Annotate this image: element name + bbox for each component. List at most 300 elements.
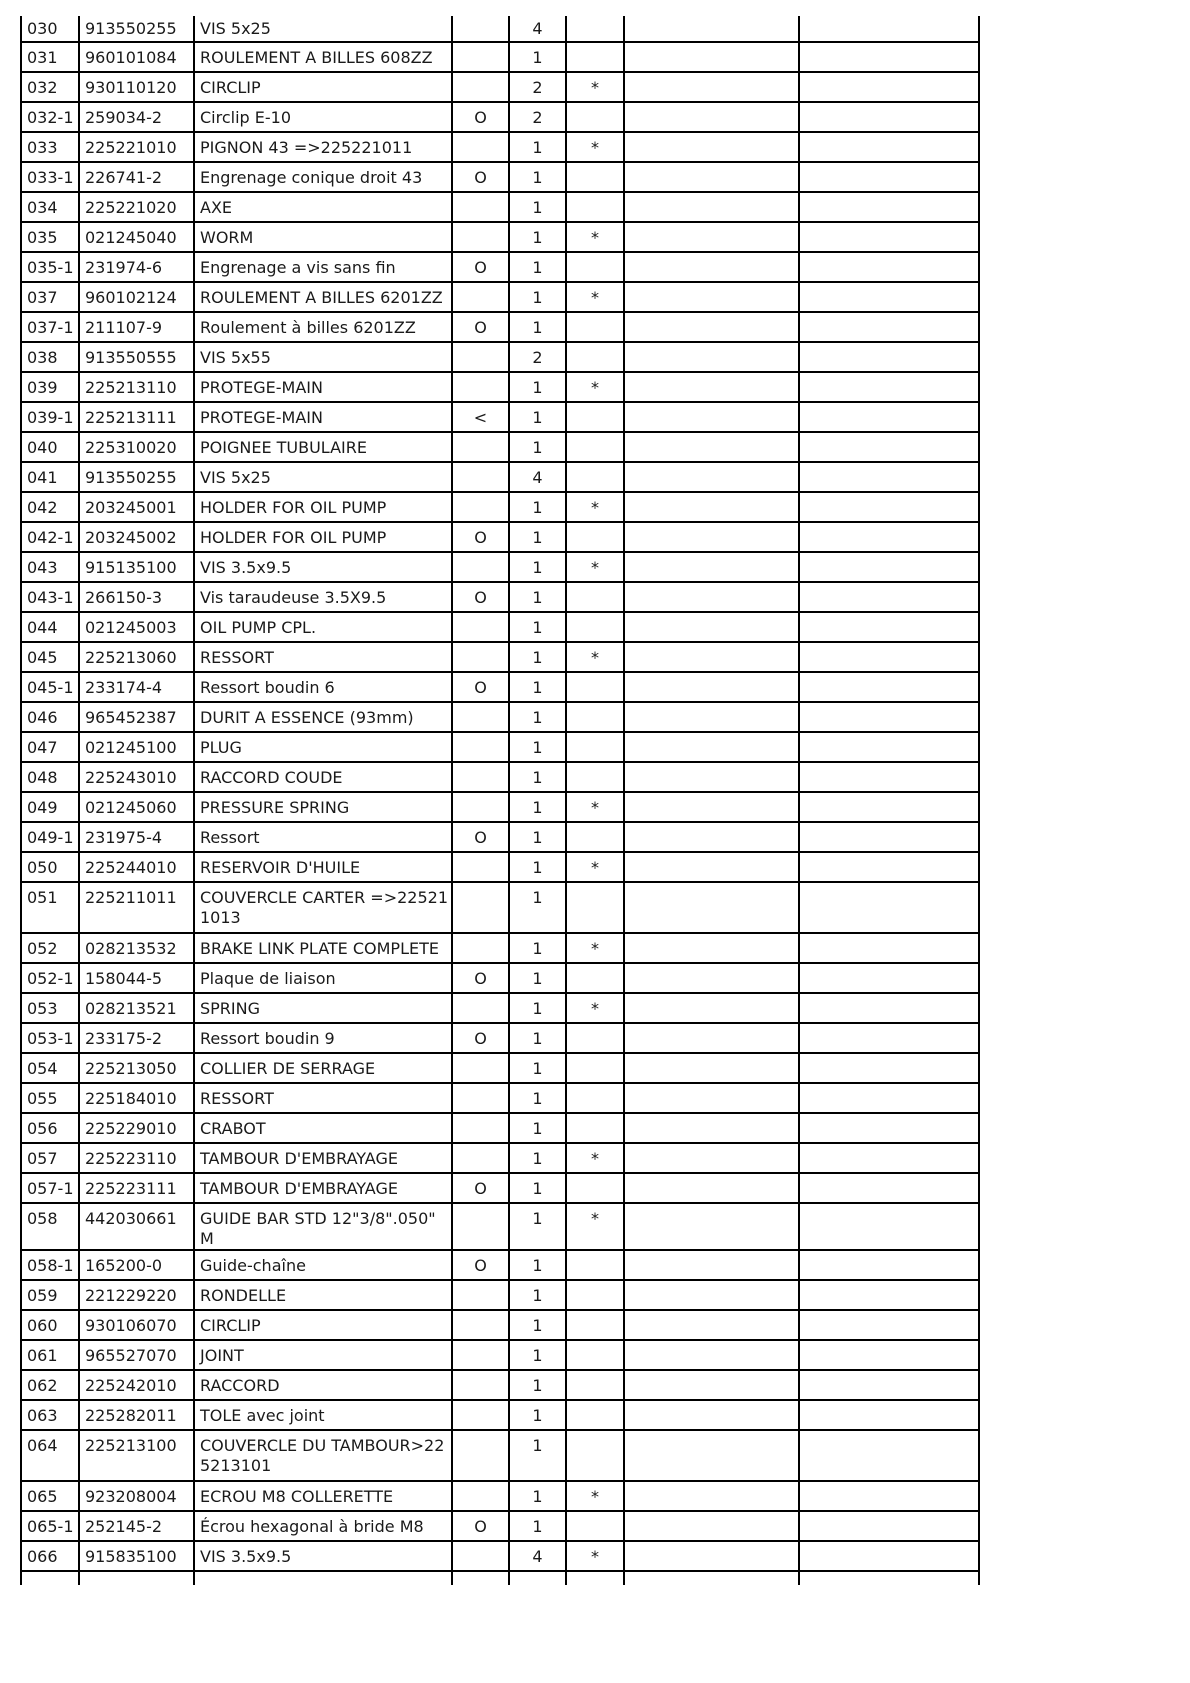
description-cell: PROTEGE-MAIN bbox=[194, 402, 452, 432]
empty-cell bbox=[799, 1280, 978, 1310]
mark-cell bbox=[452, 1203, 509, 1250]
part-number-cell: 203245001 bbox=[79, 492, 194, 522]
ref-cell: 040 bbox=[22, 432, 79, 462]
star-cell bbox=[566, 1250, 624, 1280]
star-cell: * bbox=[566, 642, 624, 672]
star-cell: * bbox=[566, 792, 624, 822]
empty-cell bbox=[624, 1113, 799, 1143]
ref-cell: 049 bbox=[22, 792, 79, 822]
part-number-cell: 913550555 bbox=[79, 342, 194, 372]
part-number-cell: 225221010 bbox=[79, 132, 194, 162]
description-cell: VIS 5x25 bbox=[194, 16, 452, 42]
empty-cell bbox=[799, 42, 978, 72]
star-cell bbox=[566, 1280, 624, 1310]
quantity-cell: 1 bbox=[509, 1310, 566, 1340]
quantity-cell: 1 bbox=[509, 522, 566, 552]
description-cell: VIS 3.5x9.5 bbox=[194, 1541, 452, 1571]
quantity-cell: 4 bbox=[509, 462, 566, 492]
empty-cell bbox=[624, 522, 799, 552]
ref-cell: 053-1 bbox=[22, 1023, 79, 1053]
description-cell: PIGNON 43 =>225221011 bbox=[194, 132, 452, 162]
quantity-cell: 1 bbox=[509, 612, 566, 642]
empty-cell bbox=[799, 1571, 978, 1585]
table-row bbox=[22, 1143, 978, 1173]
ref-cell: 037 bbox=[22, 282, 79, 312]
table-row bbox=[22, 822, 978, 852]
quantity-cell: 1 bbox=[509, 552, 566, 582]
mark-cell bbox=[452, 852, 509, 882]
quantity-cell: 1 bbox=[509, 1173, 566, 1203]
part-number-cell: 930106070 bbox=[79, 1310, 194, 1340]
star-cell: * bbox=[566, 933, 624, 963]
quantity-cell: 1 bbox=[509, 792, 566, 822]
part-number-cell: 225223111 bbox=[79, 1173, 194, 1203]
quantity-cell: 1 bbox=[509, 1113, 566, 1143]
part-number-cell: 252145-2 bbox=[79, 1511, 194, 1541]
empty-cell bbox=[624, 732, 799, 762]
empty-cell bbox=[799, 342, 978, 372]
parts-table bbox=[22, 16, 978, 1585]
mark-cell bbox=[452, 792, 509, 822]
ref-cell: 059 bbox=[22, 1280, 79, 1310]
quantity-cell: 1 bbox=[509, 222, 566, 252]
empty-cell bbox=[624, 312, 799, 342]
mark-cell: O bbox=[452, 102, 509, 132]
part-number-cell: 266150-3 bbox=[79, 582, 194, 612]
star-cell bbox=[566, 1173, 624, 1203]
part-number-cell: 225243010 bbox=[79, 762, 194, 792]
empty-cell bbox=[799, 432, 978, 462]
ref-cell: 042-1 bbox=[22, 522, 79, 552]
table-row bbox=[22, 252, 978, 282]
mark-cell bbox=[452, 42, 509, 72]
empty-cell bbox=[799, 1511, 978, 1541]
empty-cell bbox=[799, 612, 978, 642]
table-row bbox=[22, 1113, 978, 1143]
ref-cell: 032-1 bbox=[22, 102, 79, 132]
part-number-cell: 225184010 bbox=[79, 1083, 194, 1113]
quantity-cell: 1 bbox=[509, 432, 566, 462]
table-row bbox=[22, 402, 978, 432]
star-cell bbox=[566, 882, 624, 933]
table-row bbox=[22, 16, 978, 42]
ref-cell: 039 bbox=[22, 372, 79, 402]
description-cell: TOLE avec joint bbox=[194, 1400, 452, 1430]
empty-cell bbox=[799, 1370, 978, 1400]
description-cell: HOLDER FOR OIL PUMP bbox=[194, 492, 452, 522]
ref-cell: 061 bbox=[22, 1340, 79, 1370]
empty-cell bbox=[799, 1310, 978, 1340]
part-number-cell: 211107-9 bbox=[79, 312, 194, 342]
mark-cell bbox=[452, 492, 509, 522]
quantity-cell: 1 bbox=[509, 1023, 566, 1053]
empty-cell bbox=[624, 1280, 799, 1310]
star-cell bbox=[566, 162, 624, 192]
star-cell bbox=[566, 312, 624, 342]
mark-cell bbox=[452, 342, 509, 372]
star-cell: * bbox=[566, 372, 624, 402]
mark-cell bbox=[452, 933, 509, 963]
ref-cell: 032 bbox=[22, 72, 79, 102]
mark-cell: O bbox=[452, 312, 509, 342]
description-cell: Plaque de liaison bbox=[194, 963, 452, 993]
description-cell: RESERVOIR D'HUILE bbox=[194, 852, 452, 882]
description-cell: RESSORT bbox=[194, 1083, 452, 1113]
description-cell: CRABOT bbox=[194, 1113, 452, 1143]
table-row bbox=[22, 1370, 978, 1400]
star-cell: * bbox=[566, 492, 624, 522]
empty-cell bbox=[624, 1250, 799, 1280]
part-number-cell: 028213521 bbox=[79, 993, 194, 1023]
part-number-cell: 158044-5 bbox=[79, 963, 194, 993]
star-cell: * bbox=[566, 222, 624, 252]
description-cell: POIGNEE TUBULAIRE bbox=[194, 432, 452, 462]
empty-cell bbox=[624, 882, 799, 933]
empty-cell bbox=[799, 252, 978, 282]
empty-cell bbox=[799, 933, 978, 963]
quantity-cell: 1 bbox=[509, 762, 566, 792]
part-number-cell: 226741-2 bbox=[79, 162, 194, 192]
star-cell: * bbox=[566, 1143, 624, 1173]
star-cell bbox=[566, 522, 624, 552]
empty-cell bbox=[624, 1340, 799, 1370]
description-cell: Ressort boudin 9 bbox=[194, 1023, 452, 1053]
part-number-cell: 259034-2 bbox=[79, 102, 194, 132]
mark-cell bbox=[452, 702, 509, 732]
table-row bbox=[22, 762, 978, 792]
empty-cell bbox=[624, 1541, 799, 1571]
empty-cell bbox=[799, 672, 978, 702]
star-cell: * bbox=[566, 1541, 624, 1571]
part-number-cell: 913550255 bbox=[79, 462, 194, 492]
empty-cell bbox=[799, 762, 978, 792]
quantity-cell: 1 bbox=[509, 852, 566, 882]
table-row bbox=[22, 102, 978, 132]
empty-cell bbox=[799, 222, 978, 252]
description-cell: ROULEMENT A BILLES 608ZZ bbox=[194, 42, 452, 72]
ref-cell: 053 bbox=[22, 993, 79, 1023]
star-cell bbox=[566, 702, 624, 732]
empty-cell bbox=[799, 1083, 978, 1113]
description-cell: RACCORD bbox=[194, 1370, 452, 1400]
part-number-cell: 225223110 bbox=[79, 1143, 194, 1173]
empty-cell bbox=[799, 372, 978, 402]
empty-cell bbox=[79, 1571, 194, 1585]
description-cell: PROTEGE-MAIN bbox=[194, 372, 452, 402]
empty-cell bbox=[799, 963, 978, 993]
description-cell: ROULEMENT A BILLES 6201ZZ bbox=[194, 282, 452, 312]
part-number-cell: 231975-4 bbox=[79, 822, 194, 852]
description-cell: COLLIER DE SERRAGE bbox=[194, 1053, 452, 1083]
mark-cell bbox=[452, 222, 509, 252]
description-cell: TAMBOUR D'EMBRAYAGE bbox=[194, 1173, 452, 1203]
table-row bbox=[22, 1083, 978, 1113]
part-number-cell: 225221020 bbox=[79, 192, 194, 222]
empty-cell bbox=[624, 642, 799, 672]
empty-cell bbox=[624, 1023, 799, 1053]
mark-cell: < bbox=[452, 402, 509, 432]
table-row bbox=[22, 1310, 978, 1340]
mark-cell bbox=[452, 1340, 509, 1370]
empty-cell bbox=[624, 963, 799, 993]
empty-cell bbox=[799, 522, 978, 552]
ref-cell: 050 bbox=[22, 852, 79, 882]
star-cell bbox=[566, 1400, 624, 1430]
empty-cell bbox=[194, 1571, 452, 1585]
empty-cell bbox=[624, 1203, 799, 1250]
description-cell: WORM bbox=[194, 222, 452, 252]
description-cell: JOINT bbox=[194, 1340, 452, 1370]
mark-cell: O bbox=[452, 672, 509, 702]
ref-cell: 057 bbox=[22, 1143, 79, 1173]
empty-cell bbox=[624, 852, 799, 882]
quantity-cell: 2 bbox=[509, 342, 566, 372]
empty-cell bbox=[799, 1481, 978, 1511]
empty-cell bbox=[799, 852, 978, 882]
quantity-cell: 1 bbox=[509, 993, 566, 1023]
description-cell: Écrou hexagonal à bride M8 bbox=[194, 1511, 452, 1541]
table-row bbox=[22, 1280, 978, 1310]
quantity-cell: 1 bbox=[509, 642, 566, 672]
description-cell: SPRING bbox=[194, 993, 452, 1023]
empty-cell bbox=[624, 1143, 799, 1173]
table-row bbox=[22, 612, 978, 642]
description-cell: Engrenage conique droit 43 bbox=[194, 162, 452, 192]
star-cell: * bbox=[566, 1203, 624, 1250]
empty-cell bbox=[799, 282, 978, 312]
description-cell: VIS 5x55 bbox=[194, 342, 452, 372]
quantity-cell: 2 bbox=[509, 72, 566, 102]
empty-cell bbox=[624, 16, 799, 42]
empty-cell bbox=[22, 1571, 79, 1585]
part-number-cell: 231974-6 bbox=[79, 252, 194, 282]
quantity-cell: 1 bbox=[509, 1280, 566, 1310]
description-cell: CIRCLIP bbox=[194, 1310, 452, 1340]
quantity-cell: 1 bbox=[509, 822, 566, 852]
empty-cell bbox=[624, 1571, 799, 1585]
empty-cell bbox=[624, 792, 799, 822]
quantity-cell: 1 bbox=[509, 282, 566, 312]
ref-cell: 035-1 bbox=[22, 252, 79, 282]
empty-cell bbox=[799, 402, 978, 432]
ref-cell: 052-1 bbox=[22, 963, 79, 993]
mark-cell bbox=[452, 1481, 509, 1511]
empty-cell bbox=[799, 16, 978, 42]
ref-cell: 055 bbox=[22, 1083, 79, 1113]
empty-cell bbox=[624, 552, 799, 582]
ref-cell: 066 bbox=[22, 1541, 79, 1571]
table-row-partial bbox=[22, 1571, 978, 1585]
mark-cell bbox=[452, 1280, 509, 1310]
part-number-cell: 923208004 bbox=[79, 1481, 194, 1511]
star-cell bbox=[566, 1370, 624, 1400]
quantity-cell: 1 bbox=[509, 312, 566, 342]
table-row bbox=[22, 702, 978, 732]
mark-cell bbox=[452, 432, 509, 462]
quantity-cell: 1 bbox=[509, 1083, 566, 1113]
empty-cell bbox=[624, 1083, 799, 1113]
mark-cell bbox=[452, 642, 509, 672]
ref-cell: 065 bbox=[22, 1481, 79, 1511]
empty-cell bbox=[624, 1430, 799, 1481]
mark-cell bbox=[452, 1083, 509, 1113]
star-cell bbox=[566, 16, 624, 42]
empty-cell bbox=[799, 1203, 978, 1250]
quantity-cell: 1 bbox=[509, 1250, 566, 1280]
star-cell bbox=[566, 732, 624, 762]
table-row bbox=[22, 282, 978, 312]
quantity-cell: 1 bbox=[509, 1400, 566, 1430]
description-cell: HOLDER FOR OIL PUMP bbox=[194, 522, 452, 552]
ref-cell: 062 bbox=[22, 1370, 79, 1400]
empty-cell bbox=[799, 1143, 978, 1173]
star-cell: * bbox=[566, 852, 624, 882]
empty-cell bbox=[624, 1400, 799, 1430]
empty-cell bbox=[624, 672, 799, 702]
part-number-cell: 225242010 bbox=[79, 1370, 194, 1400]
empty-cell bbox=[452, 1571, 509, 1585]
empty-cell bbox=[624, 162, 799, 192]
mark-cell bbox=[452, 762, 509, 792]
quantity-cell: 1 bbox=[509, 492, 566, 522]
empty-cell bbox=[624, 1511, 799, 1541]
part-number-cell: 965527070 bbox=[79, 1340, 194, 1370]
part-number-cell: 960101084 bbox=[79, 42, 194, 72]
table-row bbox=[22, 42, 978, 72]
empty-cell bbox=[624, 702, 799, 732]
empty-cell bbox=[799, 132, 978, 162]
ref-cell: 030 bbox=[27, 19, 58, 38]
star-cell bbox=[566, 1083, 624, 1113]
ref-cell: 042 bbox=[22, 492, 79, 522]
empty-cell bbox=[799, 492, 978, 522]
description-cell: PRESSURE SPRING bbox=[194, 792, 452, 822]
mark-cell bbox=[452, 16, 509, 42]
star-cell bbox=[566, 1023, 624, 1053]
empty-cell bbox=[624, 402, 799, 432]
table-row bbox=[22, 432, 978, 462]
mark-cell: O bbox=[452, 822, 509, 852]
star-cell bbox=[566, 672, 624, 702]
empty-cell bbox=[799, 993, 978, 1023]
empty-cell bbox=[624, 1481, 799, 1511]
mark-cell bbox=[452, 192, 509, 222]
ref-cell: 045-1 bbox=[22, 672, 79, 702]
description-cell: RACCORD COUDE bbox=[194, 762, 452, 792]
star-cell bbox=[566, 582, 624, 612]
part-number-cell: 165200-0 bbox=[79, 1250, 194, 1280]
ref-cell: 057-1 bbox=[22, 1173, 79, 1203]
ref-cell: 052 bbox=[22, 933, 79, 963]
part-number-cell: 225244010 bbox=[79, 852, 194, 882]
empty-cell bbox=[624, 492, 799, 522]
mark-cell bbox=[452, 1400, 509, 1430]
star-cell bbox=[566, 612, 624, 642]
part-number-cell: 225310020 bbox=[79, 432, 194, 462]
ref-cell: 046 bbox=[22, 702, 79, 732]
star-cell bbox=[566, 432, 624, 462]
empty-cell bbox=[624, 102, 799, 132]
star-cell bbox=[566, 1430, 624, 1481]
empty-cell bbox=[799, 792, 978, 822]
description-cell: Guide-chaîne bbox=[194, 1250, 452, 1280]
part-number-cell: 225213060 bbox=[79, 642, 194, 672]
parts-list-page bbox=[20, 16, 980, 1585]
empty-cell bbox=[624, 132, 799, 162]
empty-cell bbox=[624, 933, 799, 963]
table-row bbox=[22, 492, 978, 522]
quantity-cell: 1 bbox=[509, 1511, 566, 1541]
empty-cell bbox=[799, 1053, 978, 1083]
table-row bbox=[22, 732, 978, 762]
table-row bbox=[22, 552, 978, 582]
table-row bbox=[22, 993, 978, 1023]
ref-cell: 049-1 bbox=[22, 822, 79, 852]
quantity-cell: 1 bbox=[509, 1203, 566, 1250]
star-cell bbox=[566, 1340, 624, 1370]
ref-cell: 035 bbox=[22, 222, 79, 252]
mark-cell: O bbox=[452, 162, 509, 192]
part-number-cell: 021245040 bbox=[79, 222, 194, 252]
star-cell: * bbox=[566, 993, 624, 1023]
description-cell: DURIT A ESSENCE (93mm) bbox=[194, 702, 452, 732]
star-cell bbox=[566, 762, 624, 792]
star-cell bbox=[566, 1310, 624, 1340]
mark-cell bbox=[452, 552, 509, 582]
part-number-cell: 225213110 bbox=[79, 372, 194, 402]
part-number-cell: 965452387 bbox=[79, 702, 194, 732]
description-cell: Ressort bbox=[194, 822, 452, 852]
table-row bbox=[22, 1023, 978, 1053]
quantity-cell: 1 bbox=[509, 582, 566, 612]
description-cell: VIS 3.5x9.5 bbox=[194, 552, 452, 582]
quantity-cell: 1 bbox=[509, 1053, 566, 1083]
description-cell: ECROU M8 COLLERETTE bbox=[194, 1481, 452, 1511]
star-cell: * bbox=[566, 552, 624, 582]
mark-cell: O bbox=[452, 252, 509, 282]
quantity-cell: 1 bbox=[509, 192, 566, 222]
mark-cell bbox=[452, 1143, 509, 1173]
table-row bbox=[22, 162, 978, 192]
description-cell: COUVERCLE DU TAMBOUR>225213101 bbox=[194, 1430, 452, 1481]
description-cell: GUIDE BAR STD 12"3/8".050" M bbox=[194, 1203, 452, 1250]
star-cell: * bbox=[566, 72, 624, 102]
empty-cell bbox=[624, 462, 799, 492]
table-row bbox=[22, 312, 978, 342]
empty-cell bbox=[799, 1250, 978, 1280]
table-row bbox=[22, 222, 978, 252]
empty-cell bbox=[799, 1340, 978, 1370]
quantity-cell: 1 bbox=[509, 1430, 566, 1481]
table-row bbox=[22, 963, 978, 993]
empty-cell bbox=[624, 222, 799, 252]
empty-cell bbox=[624, 42, 799, 72]
empty-cell bbox=[624, 1370, 799, 1400]
quantity-cell: 1 bbox=[509, 372, 566, 402]
empty-cell bbox=[799, 312, 978, 342]
table-row bbox=[22, 1400, 978, 1430]
table-row bbox=[22, 192, 978, 222]
mark-cell bbox=[452, 732, 509, 762]
star-cell bbox=[566, 252, 624, 282]
empty-cell bbox=[799, 462, 978, 492]
star-cell bbox=[566, 822, 624, 852]
mark-cell bbox=[452, 282, 509, 312]
star-cell bbox=[566, 1511, 624, 1541]
table-row bbox=[22, 372, 978, 402]
empty-cell bbox=[624, 252, 799, 282]
quantity-cell: 1 bbox=[509, 1340, 566, 1370]
